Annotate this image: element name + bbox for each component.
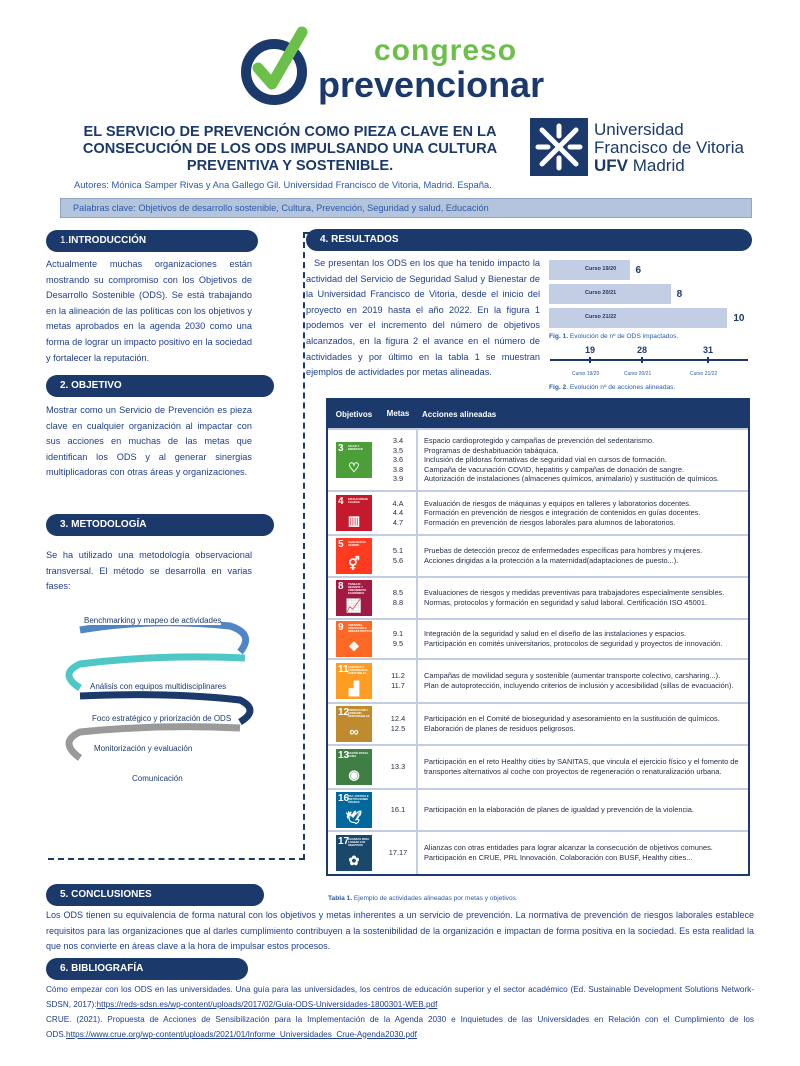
- fig1-bar-2-label: Curso 20/21: [585, 290, 617, 296]
- ods-glyph: ⚥: [348, 556, 360, 571]
- ods-number: 16: [338, 793, 350, 804]
- ufv-abbrev: UFV: [594, 156, 628, 175]
- ods-3-icon: [336, 442, 372, 478]
- acciones-cell: Participación en el Comité de bioseguridad y asesoramiento en la sustitución de químicos. Elaboración de planes de residuos peligrosos.: [416, 704, 748, 744]
- table-caption-label: Tabla 1.: [328, 895, 353, 902]
- ods-badge-cell: [328, 439, 380, 481]
- fig2-point-2: [624, 345, 652, 377]
- acciones-cell: Integración de la seguridad y salud en el diseño de las instalaciones y espacios. Participación en comités universitarios, protocolos de seguridad y proyectos de innovación.: [416, 620, 748, 658]
- section-conclusiones-header: 5. CONCLUSIONES: [46, 884, 264, 906]
- table-row: [328, 702, 748, 744]
- ods-badge-cell: [328, 618, 380, 660]
- fig1-caption: [549, 333, 678, 340]
- table-body: [328, 428, 748, 874]
- intro-title: INTRODUCCIÓN: [68, 235, 147, 246]
- ods-table: [326, 398, 750, 876]
- fig1-chart: [549, 258, 759, 328]
- fig1-bar-1-label: Curso 19/20: [585, 266, 617, 272]
- ods-name: ALIANZAS PARA LOGRAR LOS OBJETIVOS: [348, 838, 369, 847]
- ods-glyph: ✿: [348, 853, 360, 868]
- section-objetivo-header: 2. OBJETIVO: [46, 375, 274, 397]
- fig1-bar-1: [549, 260, 630, 280]
- ods-number: 4: [338, 496, 344, 507]
- ods-11-icon: [336, 663, 372, 699]
- ods-name: IGUALDAD DE GÉNERO: [348, 541, 367, 547]
- ods-number: 12: [338, 707, 350, 718]
- section-metodologia-header: 3. METODOLOGÍA: [46, 514, 274, 536]
- title-line-1: EL SERVICIO DE PREVENCIÓN COMO PIEZA CLAVE EN LA: [83, 124, 497, 140]
- ods-glyph: ❖: [348, 639, 360, 654]
- acciones-cell: Alianzas con otras entidades para lograr alcanzar la consecución de objetivos comunes. Participación en CRUE, PRL Innovación. Colaboración con BUSF, Healthy cities...: [416, 832, 748, 874]
- poster-title: [40, 124, 540, 175]
- ods-9-icon: [336, 621, 372, 657]
- fig1-caption-label: Fig. 1.: [549, 333, 569, 340]
- fig2-point-3: [690, 345, 718, 377]
- ods-badge-cell: [328, 660, 380, 702]
- fig1-bar-2-value: 8: [676, 289, 683, 300]
- fig2-point-1-label: Curso 19/20: [572, 371, 600, 377]
- fig2-point-1-value: 19: [584, 345, 595, 355]
- metas-cell: 9.1 9.5: [392, 629, 404, 648]
- ods-badge-cell: [328, 789, 380, 831]
- fig2-point-3-label: Curso 21/22: [690, 371, 718, 377]
- column-divider: [303, 232, 305, 860]
- ods-number: 5: [338, 539, 344, 550]
- university-logo: [530, 118, 770, 176]
- fig2-caption-label: Fig. 2: [549, 384, 567, 391]
- bibliography-ref-2: [46, 1013, 754, 1042]
- metas-cell: 17.17: [388, 848, 408, 858]
- ods-glyph: 🕊: [345, 810, 363, 825]
- ods-name: TRABAJO DECENTE Y CRECIMIENTO ECONÓMICO: [348, 583, 367, 595]
- metas-cell: 8.5 8.8: [392, 588, 404, 607]
- objetivo-text: Mostrar como un Servicio de Prevención es pieza clave en cualquier organización al impactar con sus acciones en muchas de las metas que identifican los ODS y al generar sinergias multiplicadoras con otras áreas y organizaciones.: [46, 405, 252, 478]
- university-name-line-1: Universidad: [594, 120, 684, 139]
- phase-3: Foco estratégico y priorización de ODS: [92, 714, 232, 723]
- ods-number: 13: [338, 750, 350, 761]
- ods-badge-cell: [328, 492, 380, 534]
- metas-cell: 11.2 11.7: [391, 671, 405, 690]
- metas-cell: 13.3: [390, 762, 406, 772]
- fig2-point-3-tick: [707, 357, 709, 363]
- section-bibliografia-header: 6. BIBLIOGRAFÍA: [46, 958, 248, 980]
- metas-cell: 5.1 5.6: [392, 546, 404, 565]
- table-row: [328, 830, 748, 874]
- ods-badge-cell: [328, 746, 380, 788]
- acciones-cell: Pruebas de detección precoz de enfermedades específicas para hombres y mujeres. Acciones dirigidas a la protección a la maternidad(adaptaciones de puesto...).: [416, 536, 748, 576]
- madrid-label: Madrid: [632, 156, 685, 175]
- phase-arrow-4: [69, 727, 240, 758]
- fig2-point-2-value: 28: [636, 345, 647, 355]
- ods-glyph: 📈: [345, 598, 363, 613]
- table-row: [328, 428, 748, 490]
- ods-number: 17: [338, 836, 350, 847]
- fig1-bar-3-value: 10: [733, 313, 745, 324]
- fig2-axis-line: [550, 359, 748, 361]
- ods-13-icon: [336, 749, 372, 785]
- metas-cell: 16.1: [390, 805, 406, 815]
- congress-logo: [240, 26, 545, 106]
- fig2-point-2-label: Curso 20/21: [624, 371, 652, 377]
- fig2-caption-text: . Evolución nº de acciones alineadas.: [566, 384, 676, 391]
- table-row: [328, 576, 748, 618]
- table-caption: [328, 895, 518, 902]
- fig2-point-2-tick: [641, 357, 643, 363]
- section-intro-header: [46, 230, 258, 252]
- fig2-timeline: [550, 345, 750, 381]
- ods-8-icon: [336, 580, 372, 616]
- ods-name: PAZ, JUSTICIA E INSTITUCIONES SÓLIDAS: [348, 795, 369, 804]
- logo-prevencionar: prevencionar: [318, 64, 545, 105]
- ods-name: ACCIÓN POR EL CLIMA: [348, 752, 369, 758]
- ods-badge-cell: [328, 832, 380, 874]
- ods-badge-cell: [328, 703, 380, 745]
- ods-4-icon: [336, 495, 372, 531]
- ods-glyph: ◉: [348, 767, 360, 782]
- fig2-caption: [549, 384, 675, 391]
- intro-text: Actualmente muchas organizaciones están mostrando su compromiso con los Objetivos de Desarrollo Sostenible (ODS). Se está trabajando en la alineación de las políticas con los objetivos y metas aprobados en la agenda 2030 como una forma de lograr un impacto positivo en la sociedad y fortalecer la reputación.: [46, 259, 252, 363]
- ref-1-text: Cómo empezar con los ODS en las universidades. Una guía para las universidades, los centros de educación superior y el sector académico (Ed. Sustainable Development Solutions Network-SDSN, 2017):: [46, 985, 754, 1009]
- university-campus: [594, 156, 685, 176]
- keywords-text: Palabras clave: Objetivos de desarrollo sostenible, Cultura, Prevención, Seguridad y salud, Educación: [73, 203, 489, 213]
- table-row: [328, 744, 748, 788]
- ods-number: 9: [338, 622, 344, 633]
- fig1-bar-1-value: 6: [635, 265, 642, 276]
- ref-2-link[interactable]: https://www.crue.org/wp-content/uploads/2021/01/Informe_Universidades_Crue-Agenda2030.pdf: [66, 1029, 417, 1039]
- resultados-text: Se presentan los ODS en los que ha tenido impacto la actividad del Servicio de Seguridad Salud y Bienestar de la Universidad Francisco de Vitoria, desde el inicio del proyecto en 2019 hasta el año 2022. En la figura 1 podemos ver el incremento del número de objetivos alcanzados, en la figura 2 el avance en el número de actividades y por último en la tabla 1 se muestran ejemplos de actividades por metas alineadas.: [306, 258, 540, 378]
- fig2-point-3-value: 31: [702, 345, 713, 355]
- header-objetivos: Objetivos: [335, 409, 373, 419]
- table-row: [328, 788, 748, 830]
- table-caption-text: Ejemplo de actividades alineadas por metas y objetivos.: [352, 895, 518, 902]
- header-metas: Metas: [386, 409, 410, 419]
- university-name-line-2: Francisco de Vitoria: [594, 138, 744, 157]
- metodologia-text: Se ha utilizado una metodología observacional transversal. El método se desarrolla en varias fases:: [46, 550, 252, 592]
- ods-glyph: ♡: [348, 460, 360, 475]
- authors: Autores: Mónica Samper Rivas y Ana Gallego Gil. Universidad Francisco de Vitoria, Madrid. España.: [74, 179, 492, 190]
- ods-name: EDUCACIÓN DE CALIDAD: [348, 498, 369, 504]
- phase-1: Benchmarking y mapeo de actividades: [84, 616, 222, 625]
- acciones-cell: Espacio cardioprotegido y campañas de prevención del sedentarismo. Programas de deshabituación tabáquica. Inclusión de píldoras formativas de seguridad vial en cursos de formación. Campaña de vacunación COVID, hepatitis y campañas de donación de sangre. Autorización de instalaciones (almacenes químicos, animalario) y sustitución de químicos.: [416, 430, 748, 490]
- ods-glyph: ∞: [349, 724, 359, 739]
- table-row: [328, 658, 748, 702]
- ods-number: 8: [338, 581, 344, 592]
- acciones-cell: Participación en la elaboración de planes de igualdad y prevención de la violencia.: [416, 790, 748, 830]
- keywords-bar: [60, 198, 752, 218]
- ods-17-icon: [336, 835, 372, 871]
- acciones-cell: Participación en el reto Healthy cities by SANITAS, que vincula el ejercicio físico y el fomento de transportes alternativos al coche con proyectos de regeneración o renaturalización urbana.: [416, 746, 748, 788]
- ods-name: INDUSTRIA, INNOVACIÓN E INFRAESTRUCTURA: [348, 624, 374, 633]
- ref-2-text: CRUE. (2021). Propuesta de Acciones de Sensibilización para la Implementación de la Agenda 2030 e Inquietudes de las Universidades en Relación con el Cumplimiento de los ODS.: [46, 1015, 754, 1039]
- metas-cell: 12.4 12.5: [390, 714, 406, 733]
- ods-number: 11: [338, 664, 349, 675]
- fig1-bar-3: [549, 308, 727, 328]
- ods-5-icon: [336, 538, 372, 574]
- conclusiones-text: Los ODS tienen su equivalencia de forma natural con los objetivos y metas inherentes a un servicio de prevención. La normativa de prevención de riesgos laborales establece requisitos para las organizaciones que al darles cumplimiento contribuyen a la sostenibilidad de la organización e impactan de forma positiva en la sociedad. Es esta realidad la que nos convierte en áreas clave a la hora de impulsar estos procesos.: [46, 910, 754, 952]
- ods-name: CIUDADES Y COMUNIDADES SOSTENIBLES: [348, 666, 368, 675]
- intro-number: 1.: [60, 235, 69, 246]
- section-resultados-header: 4. RESULTADOS: [306, 229, 752, 251]
- ods-name: PRODUCCIÓN Y CONSUMO RESPONSABLES: [348, 709, 370, 718]
- ref-1-link[interactable]: https://reds-sdsn.es/wp-content/uploads/2017/02/Guia-ODS-Universidades-1800301-WEB.pdf: [96, 999, 438, 1009]
- ods-glyph: ▟: [349, 681, 359, 696]
- table-row: [328, 490, 748, 534]
- phase-5: Comunicación: [132, 774, 183, 783]
- table-row: [328, 618, 748, 658]
- table-row: [328, 534, 748, 576]
- phases-arrows: [40, 618, 290, 798]
- phase-4: Monitorización y evaluación: [94, 744, 193, 753]
- header-acciones: Acciones alineadas: [422, 409, 497, 419]
- metas-cell: 3.4 3.5 3.6 3.8 3.9: [392, 436, 404, 484]
- acciones-cell: Evaluaciones de riesgos y medidas preventivas para trabajadores especialmente sensibles. Normas, protocolos y formación en seguridad y salud laboral. Certificación ISO 45001.: [416, 578, 748, 618]
- phase-arrow-1: [80, 623, 246, 652]
- phases-diagram: [40, 618, 290, 798]
- ods-glyph: ▥: [347, 513, 361, 528]
- phase-2: Análisis con equipos multidisciplinares: [90, 682, 227, 691]
- logo-congreso: congreso: [374, 34, 518, 67]
- acciones-cell: Evaluación de riesgos de máquinas y equipos en talleres y laboratorios docentes. Formación en prevención de riesgos e integración de contenidos en guías docentes. Formación en prevención de riesgos laborales para alumnos de laboratorios.: [416, 492, 748, 534]
- ods-12-icon: [336, 706, 372, 742]
- fig2-point-1: [572, 345, 600, 377]
- ods-16-icon: [336, 792, 372, 828]
- fig2-point-1-tick: [589, 357, 591, 363]
- title-line-2: CONSECUCIÓN DE LOS ODS IMPULSANDO UNA CULTURA: [82, 141, 498, 157]
- bibliography-ref-1: [46, 983, 754, 1012]
- acciones-cell: Campañas de movilidad segura y sostenible (aumentar transporte colectivo, carsharing...). Plan de autoprotección, incluyendo criterios de inclusión y accesibilidad (sillas de evacuación).: [416, 660, 748, 702]
- fig1-caption-text: Evolución de nº de ODS impactados.: [568, 333, 679, 340]
- ufv-emblem-icon: [530, 118, 588, 176]
- ods-badge-cell: [328, 577, 380, 619]
- checkmark-logo-icon: [240, 26, 312, 106]
- ods-name: SALUD Y BIENESTAR: [348, 445, 363, 451]
- divider-bottom: [48, 858, 305, 860]
- ods-badge-cell: [328, 535, 380, 577]
- fig1-bar-2: [549, 284, 671, 304]
- fig1-bar-3-label: Curso 21/22: [585, 314, 617, 320]
- title-line-3: PREVENTIVA Y SOSTENIBLE.: [186, 158, 394, 174]
- metas-cell: 4.A 4.4 4.7: [392, 498, 404, 527]
- table-header: [328, 400, 748, 428]
- ods-number: 3: [338, 443, 344, 454]
